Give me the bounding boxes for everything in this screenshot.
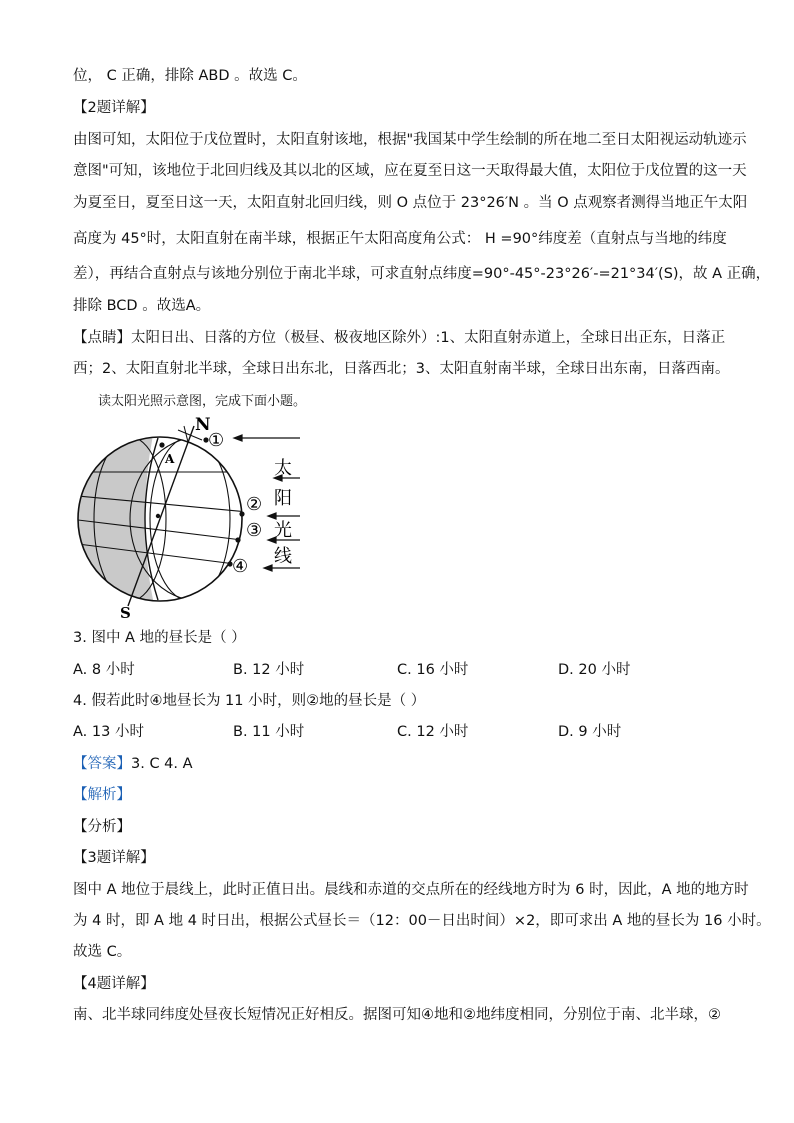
text-line: 高度为 45°时，太阳直射在南半球，根据正午太阳高度角公式： H =90°纬度差（直射点与当地的纬度: [73, 231, 727, 247]
label-circle-3: ③: [246, 520, 263, 541]
point-center: [156, 514, 160, 518]
sunlight-char-3: 光: [274, 520, 292, 541]
point-2: [239, 511, 244, 516]
answer-text: 3. C 4. A: [131, 756, 193, 772]
sunlight-char-1: 太: [274, 458, 292, 479]
point-A: [159, 442, 164, 447]
answer-label: 【答案】: [73, 756, 131, 772]
text-line: 为夏至日，夏至日这一天，太阳直射北回归线，则 O 点位于 23°26′N 。当 O 点观察者测得当地正午太阳: [73, 195, 748, 211]
text-line: 差），再结合直射点与该地分别位于南北半球，可求直射点纬度=90°-45°-23°26′-=21°34′(S)，故 A 正确，: [73, 266, 771, 282]
sunlight-char-2: 阳: [274, 488, 292, 509]
text-line: 位， C 正确，排除 ABD 。故选 C。: [73, 68, 307, 84]
fenxi-label: 【分析】: [73, 819, 131, 835]
text-line: 西；2、太阳直射北半球，全球日出东北，日落西北；3、太阳直射南半球，全球日出东南，日落西南。: [73, 361, 730, 377]
q3-option-b: B. 12 小时: [233, 662, 305, 678]
q3-option-a: A. 8 小时: [73, 662, 135, 678]
question-4-stem: 4. 假若此时④地昼长为 11 小时，则②地的昼长是（ ）: [73, 693, 426, 709]
section-heading: 【2题详解】: [73, 100, 155, 116]
q4-detail-label: 【4题详解】: [73, 976, 155, 992]
label-circle-1: ①: [208, 430, 225, 451]
text-line: 为 4 时，即 A 地 4 时日出，根据公式昼长＝（12：00－日出时间）×2，即可求出 A 地的昼长为 16 小时。: [73, 913, 771, 929]
q4-option-a: A. 13 小时: [73, 724, 144, 740]
label-circle-4: ④: [232, 556, 249, 577]
label-A: A: [165, 452, 175, 466]
q3-option-c: C. 16 小时: [397, 662, 469, 678]
figure-intro: 读太阳光照示意图，完成下面小题。: [98, 394, 307, 409]
text-line: 由图可知，太阳位于戊位置时，太阳直射该地，根据"我国某中学生绘制的所在地二至日太阳视运动轨迹示: [73, 132, 747, 148]
q3-detail-label: 【3题详解】: [73, 850, 155, 866]
text-line: 南、北半球同纬度处昼夜长短情况正好相反。据图可知④地和②地纬度相同，分别位于南、北半球，②: [73, 1007, 721, 1023]
text-line: 故选 C。: [73, 944, 132, 960]
label-S: S: [120, 604, 131, 622]
sunlight-diagram: [70, 412, 310, 622]
label-N: N: [195, 415, 211, 435]
question-3-stem: 3. 图中 A 地的昼长是（ ）: [73, 630, 246, 646]
q4-option-c: C. 12 小时: [397, 724, 469, 740]
answer-line: [73, 754, 723, 774]
point-3: [235, 537, 240, 542]
q4-option-b: B. 11 小时: [233, 724, 305, 740]
q4-option-d: D. 9 小时: [558, 724, 622, 740]
text-line: 排除 BCD 。故选A。: [73, 298, 211, 314]
q3-option-d: D. 20 小时: [558, 662, 631, 678]
text-line: 意图"可知，该地位于北回归线及其以北的区域，应在夏至日这一天取得最大值，太阳位于戊位置的这一天: [73, 163, 747, 179]
analysis-label: 【解析】: [73, 787, 131, 803]
tip-heading-line: 【点睛】太阳日出、日落的方位（极昼、极夜地区除外）:1、太阳直射赤道上，全球日出正东，日落正: [73, 330, 726, 346]
label-circle-2: ②: [246, 494, 263, 515]
text-line: 图中 A 地位于晨线上，此时正值日出。晨线和赤道的交点所在的经线地方时为 6 时，因此，A 地的地方时: [73, 882, 749, 898]
sunlight-char-4: 线: [274, 546, 292, 567]
